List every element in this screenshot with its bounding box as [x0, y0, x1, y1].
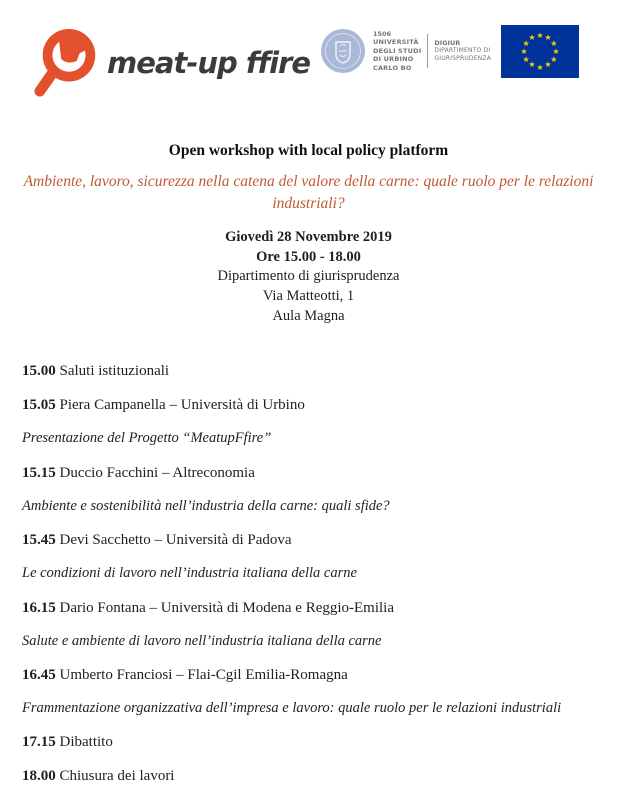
- meatup-ffire-logo: [33, 25, 310, 101]
- page-title: Open workshop with local policy platform: [168, 142, 449, 159]
- schedule-description: Le condizioni di lavoro nell’industria italiana della carne: [22, 565, 357, 582]
- event-location-street: Via Matteotti, 1: [262, 288, 355, 304]
- schedule-time: 15.15: [22, 464, 56, 481]
- event-location-room: Aula Magna: [272, 307, 345, 324]
- eu-star: ★: [544, 32, 552, 42]
- schedule-entry: [22, 464, 587, 482]
- event-date: Giovedì 28 Novembre 2019: [225, 228, 392, 245]
- eu-star: ★: [522, 38, 530, 48]
- schedule-text: Dibattito: [59, 734, 113, 751]
- university-name-block: 1506 UNIVERSITÀ DEGLI STUDI DI URBINO CARLO BO: [372, 29, 422, 72]
- magnifier-rooster-icon: [33, 25, 103, 101]
- schedule-entry: [22, 599, 587, 617]
- schedule-description: Salute e ambiente di lavoro nell’industria italiana della carne: [22, 632, 382, 649]
- schedule-item: [22, 733, 587, 751]
- event-location-department: Dipartimento di giurisprudenza: [217, 268, 400, 285]
- eu-star: ★: [550, 38, 558, 48]
- schedule-time: 16.15: [22, 599, 56, 616]
- schedule-text: Piera Campanella – Università di Urbino: [59, 397, 305, 414]
- logo-divider: [427, 34, 428, 68]
- university-logo: [320, 28, 491, 74]
- page-subtitle: Ambiente, lavoro, sicurezza nella catena del valore della carne: quale ruolo per le relazioni industriali?: [23, 173, 594, 213]
- schedule-entry: [22, 531, 587, 549]
- eu-star: ★: [550, 54, 558, 64]
- schedule-entry: [22, 362, 587, 380]
- schedule-text: Chiusura dei lavori: [59, 768, 175, 785]
- eu-star: ★: [544, 60, 552, 70]
- schedule-time: 17.15: [22, 734, 56, 751]
- event-time: Ore 15.00 - 18.00: [256, 248, 361, 265]
- schedule-item: [22, 666, 587, 717]
- university-year: 1506: [372, 29, 392, 38]
- university-seal-icon: [320, 28, 366, 74]
- department-name-block: DIGIUR DIPARTIMENTO DI GIURISPRUDENZA: [434, 38, 492, 63]
- schedule-time: 15.05: [22, 397, 56, 414]
- schedule-entry: [22, 396, 587, 414]
- logo-row: [0, 0, 617, 101]
- schedule-description: Presentazione del Progetto “MeatupFfire”: [22, 430, 272, 447]
- schedule-text: Devi Sacchetto – Università di Padova: [59, 532, 292, 549]
- schedule-item: [22, 599, 587, 650]
- eu-star: ★: [552, 46, 560, 56]
- eu-star: ★: [522, 54, 530, 64]
- schedule-time: 15.00: [22, 363, 56, 380]
- eu-star: ★: [536, 30, 544, 40]
- schedule-item: [22, 531, 587, 582]
- event-details: [0, 229, 617, 325]
- schedule-item: [22, 767, 587, 785]
- schedule-description: Frammentazione organizzativa dell’impresa e lavoro: quale ruolo per le relazioni industriali: [22, 699, 562, 716]
- eu-star: ★: [528, 60, 536, 70]
- eu-flag-icon: [501, 25, 579, 78]
- schedule-description: Ambiente e sostenibilità nell’industria della carne: quali sfide?: [22, 497, 390, 514]
- eu-star: ★: [536, 62, 544, 72]
- meatup-logo-text: meat-up ffire: [107, 46, 310, 80]
- schedule-time: 15.45: [22, 532, 56, 549]
- schedule-time: 16.45: [22, 666, 56, 683]
- schedule-item: [22, 362, 587, 380]
- schedule-list: [0, 362, 617, 785]
- schedule-text: Dario Fontana – Università di Modena e Reggio-Emilia: [59, 599, 395, 616]
- schedule-time: 18.00: [22, 768, 56, 785]
- schedule-entry: [22, 733, 587, 751]
- schedule-text: Duccio Facchini – Altreconomia: [59, 464, 255, 481]
- schedule-item: [22, 464, 587, 515]
- schedule-entry: [22, 666, 587, 684]
- schedule-item: [22, 396, 587, 447]
- university-logo-text: [373, 30, 491, 72]
- eu-star: ★: [520, 46, 528, 56]
- schedule-text: Umberto Franciosi – Flai-Cgil Emilia-Romagna: [59, 666, 348, 683]
- schedule-text: Saluti istituzionali: [59, 363, 170, 380]
- eu-star: ★: [528, 32, 536, 42]
- schedule-entry: [22, 767, 587, 785]
